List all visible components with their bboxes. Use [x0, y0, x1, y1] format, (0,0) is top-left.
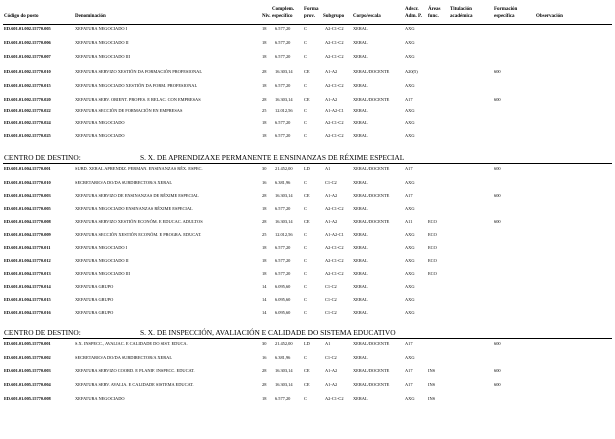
- cell-areas: ECO: [428, 245, 437, 250]
- cell-forma: C: [304, 133, 307, 138]
- cell-subgrupo: A2-C1-C2: [325, 396, 344, 401]
- cell-nivel: 18: [262, 120, 267, 125]
- cell-corpo: XERAL: [353, 120, 368, 125]
- cell-denominacion: XEFATURA NEGOCIADO III: [75, 271, 131, 276]
- table-row: [0, 83, 615, 93]
- cell-code: ED.601.01.004.15770.013: [4, 271, 51, 276]
- centro-name: S. X. DE INSPECCIÓN, AVALIACIÓN E CALIDADE DO SISTEMA EDUCATIVO: [140, 328, 396, 337]
- cell-corpo: XERAL/DOCENTE: [353, 341, 390, 346]
- cell-formacion: 600: [494, 341, 501, 346]
- cell-complemento: 16.303,14: [275, 97, 293, 102]
- cell-forma: C: [304, 355, 307, 360]
- table-row: [0, 219, 615, 229]
- cell-forma: C: [304, 120, 307, 125]
- cell-adscripcion: A17: [405, 341, 413, 346]
- cell-forma: C: [304, 206, 307, 211]
- cell-nivel: 25: [262, 232, 267, 237]
- cell-subgrupo: A1-A2: [325, 193, 338, 198]
- cell-areas: INS: [428, 382, 436, 387]
- cell-denominacion: XEFATURA NEGOCIADO: [75, 120, 125, 125]
- cell-subgrupo: A2-C1-C2: [325, 133, 344, 138]
- cell-subgrupo: A1-A2: [325, 368, 338, 373]
- cell-corpo: XERAL/DOCENTE: [353, 193, 390, 198]
- cell-subgrupo: A2-C1-C2: [325, 120, 344, 125]
- cell-forma: C: [304, 284, 307, 289]
- cell-corpo: XERAL: [353, 180, 368, 185]
- cell-nivel: 16: [262, 355, 267, 360]
- cell-adscripcion: AXG: [405, 120, 415, 125]
- cell-nivel: 16: [262, 180, 267, 185]
- cell-forma: C: [304, 297, 307, 302]
- cell-forma: C: [304, 180, 307, 185]
- cell-forma: C: [304, 245, 307, 250]
- cell-corpo: XERAL: [353, 310, 368, 315]
- cell-nivel: 18: [262, 245, 267, 250]
- cell-nivel: 18: [262, 258, 267, 263]
- cell-code: ED.601.01.004.15770.016: [4, 310, 51, 315]
- cell-formacion: 600: [494, 219, 501, 224]
- cell-forma: CE: [304, 368, 310, 373]
- cell-complemento: 12.012,56: [275, 232, 293, 237]
- cell-adscripcion: AXG: [405, 396, 415, 401]
- cell-code: ED.601.01.004.15770.014: [4, 284, 51, 289]
- header-formacion-2: específica: [494, 14, 515, 19]
- cell-complemento: 6.381,96: [275, 180, 291, 185]
- cell-code: ED.601.01.002.15770.024: [4, 120, 51, 125]
- cell-corpo: XERAL: [353, 396, 368, 401]
- cell-denominacion: XEFATURA NEGOCIADO XESTIÓN DA FORM. PROFESIONAL: [75, 83, 198, 88]
- cell-complemento: 6.095,60: [275, 284, 291, 289]
- cell-subgrupo: A1-A2: [325, 97, 338, 102]
- cell-areas: ECO: [428, 271, 437, 276]
- cell-corpo: XERAL/DOCENTE: [353, 382, 390, 387]
- cell-forma: C: [304, 396, 307, 401]
- cell-adscripcion: AXG: [405, 180, 415, 185]
- cell-adscripcion: A17: [405, 97, 413, 102]
- cell-complemento: 6.095,60: [275, 310, 291, 315]
- header-adscr-1: Adscr.: [405, 7, 419, 12]
- cell-subgrupo: A2-C1-C2: [325, 245, 344, 250]
- cell-subgrupo: A1-A2: [325, 69, 338, 74]
- cell-forma: CE: [304, 382, 310, 387]
- header-areas-1: Áreas: [428, 7, 441, 12]
- section-rule: [3, 163, 612, 164]
- cell-adscripcion: AXG: [405, 206, 415, 211]
- cell-corpo: XERAL: [353, 271, 368, 276]
- cell-corpo: XERAL/DOCENTE: [353, 97, 390, 102]
- table-row: [0, 271, 615, 281]
- cell-subgrupo: A2-C1-C2: [325, 40, 344, 45]
- header-adscr-2: Adm. P.: [405, 14, 422, 19]
- table-row: [0, 297, 615, 307]
- cell-denominacion: SECRETARIO/A DO/DA SUBDIRECTOR/A XERAL: [75, 355, 173, 360]
- cell-areas: ECO: [428, 258, 437, 263]
- cell-complemento: 6.577,20: [275, 271, 291, 276]
- cell-corpo: XERAL: [353, 284, 368, 289]
- cell-denominacion: XEFATURA SERVIZO COORD. E PLANIF. INSPECC. EDUCAT.: [75, 368, 195, 373]
- cell-forma: CE: [304, 69, 310, 74]
- cell-corpo: XERAL: [353, 355, 368, 360]
- cell-code: ED.601.01.004.15770.008: [4, 219, 51, 224]
- table-row: [0, 166, 615, 176]
- cell-complemento: 16.303,14: [275, 368, 293, 373]
- table-row: [0, 284, 615, 294]
- header-code: Código do posto: [4, 14, 39, 19]
- cell-complemento: 6.577,20: [275, 396, 291, 401]
- cell-adscripcion: AXG: [405, 271, 415, 276]
- cell-nivel: 14: [262, 310, 267, 315]
- cell-subgrupo: A2-C1-C2: [325, 206, 344, 211]
- cell-code: ED.601.01.002.15770.010: [4, 69, 51, 74]
- cell-subgrupo: A1: [325, 166, 331, 171]
- table-row: [0, 368, 615, 378]
- cell-complemento: 12.012,56: [275, 108, 293, 113]
- cell-formacion: 600: [494, 382, 501, 387]
- header-corpo: Corpo/escala: [353, 14, 381, 19]
- cell-code: ED.601.01.005.15770.008: [4, 396, 51, 401]
- cell-complemento: 21.452,00: [275, 341, 293, 346]
- table-row: [0, 258, 615, 268]
- cell-corpo: XERAL: [353, 26, 368, 31]
- table-row: [0, 341, 615, 351]
- centro-label: CENTRO DE DESTINO:: [4, 153, 81, 162]
- cell-corpo: XERAL/DOCENTE: [353, 166, 390, 171]
- header-nivel: Niv.: [262, 14, 271, 19]
- cell-forma: C: [304, 258, 307, 263]
- cell-areas: ECO: [428, 219, 437, 224]
- cell-complemento: 16.303,14: [275, 69, 293, 74]
- cell-nivel: 30: [262, 166, 267, 171]
- cell-code: ED.601.01.004.15770.015: [4, 297, 51, 302]
- cell-corpo: XERAL: [353, 258, 368, 263]
- table-row: [0, 40, 615, 50]
- cell-code: ED.601.01.005.15770.003: [4, 368, 51, 373]
- cell-denominacion: SECRETARIO/A DO/DA SUBDIRECTOR/A XERAL: [75, 180, 173, 185]
- cell-corpo: XERAL: [353, 40, 368, 45]
- table-row: [0, 355, 615, 365]
- cell-subgrupo: A2-C1-C2: [325, 258, 344, 263]
- cell-code: ED.601.01.005.15770.002: [4, 355, 51, 360]
- cell-nivel: 28: [262, 368, 267, 373]
- cell-corpo: XERAL: [353, 54, 368, 59]
- cell-corpo: XERAL: [353, 133, 368, 138]
- cell-code: ED.601.01.004.15770.005: [4, 206, 51, 211]
- cell-corpo: XERAL/DOCENTE: [353, 69, 390, 74]
- table-row: [0, 396, 615, 406]
- cell-code: ED.601.01.002.15770.025: [4, 133, 51, 138]
- cell-adscripcion: AXG: [405, 245, 415, 250]
- header-areas-2: func.: [428, 14, 439, 19]
- header-forma-1: Forma: [304, 7, 319, 12]
- cell-forma: CE: [304, 193, 310, 198]
- cell-complemento: 16.303,14: [275, 382, 293, 387]
- cell-adscripcion: AXG: [405, 355, 415, 360]
- cell-adscripcion: AXG: [405, 108, 415, 113]
- cell-denominacion: XEFATURA SERVIZO DE ENSINANZAS DE RÉXIME ESPECIAL: [75, 193, 199, 198]
- cell-areas: INS: [428, 396, 436, 401]
- cell-adscripcion: A17: [405, 166, 413, 171]
- cell-denominacion: XEFATURA NEGOCIADO: [75, 396, 125, 401]
- cell-code: ED.601.01.002.15770.022: [4, 108, 51, 113]
- table-row: [0, 193, 615, 203]
- cell-denominacion: XEFATURA NEGOCIADO II: [75, 258, 129, 263]
- cell-forma: C: [304, 83, 307, 88]
- cell-denominacion: XEFATURA GRUPO: [75, 284, 114, 289]
- cell-subgrupo: A1-A2-C1: [325, 108, 344, 113]
- header-denominacion: Denominación: [75, 14, 106, 19]
- cell-adscripcion: A17: [405, 193, 413, 198]
- cell-nivel: 18: [262, 54, 267, 59]
- cell-nivel: 28: [262, 193, 267, 198]
- cell-subgrupo: C1-C2: [325, 310, 337, 315]
- cell-denominacion: XEFATURA SERV. ORIENT. PROFES. E RELAC. CON EMPRESAS: [75, 97, 201, 102]
- cell-adscripcion: A20(5): [405, 69, 418, 74]
- centro-label: CENTRO DE DESTINO:: [4, 328, 81, 337]
- cell-complemento: 6.577,20: [275, 245, 291, 250]
- cell-code: ED.601.01.002.15770.015: [4, 83, 51, 88]
- cell-denominacion: S.X. INSPECC., AVALIAC. E CALIDADE DO SIST. EDUCA.: [75, 341, 188, 346]
- cell-nivel: 14: [262, 297, 267, 302]
- cell-nivel: 14: [262, 284, 267, 289]
- cell-subgrupo: C1-C2: [325, 355, 337, 360]
- cell-denominacion: XEFATURA SERVIZO XESTIÓN DA FORMACIÓN PROFESIONAL: [75, 69, 203, 74]
- header-titulacion-1: Titulación: [450, 7, 472, 12]
- cell-corpo: XERAL/DOCENTE: [353, 219, 390, 224]
- cell-forma: CE: [304, 97, 310, 102]
- cell-complemento: 6.381,96: [275, 355, 291, 360]
- cell-corpo: XERAL: [353, 83, 368, 88]
- table-row: [0, 133, 615, 143]
- cell-denominacion: XEFATURA SECCIÓN XESTIÓN ECONÓM. E PROGRA. EDUCAT.: [75, 232, 202, 237]
- header-formacion-1: Formación: [494, 7, 518, 12]
- cell-code: ED.601.01.002.15770.005: [4, 26, 51, 31]
- cell-code: ED.601.01.002.15770.007: [4, 54, 51, 59]
- cell-complemento: 6.095,60: [275, 297, 291, 302]
- cell-denominacion: XEFATURA GRUPO: [75, 310, 114, 315]
- cell-adscripcion: A17: [405, 382, 413, 387]
- header-subgrupo: Subgrupo: [323, 14, 345, 19]
- cell-formacion: 600: [494, 368, 501, 373]
- cell-nivel: 18: [262, 26, 267, 31]
- cell-code: ED.601.01.005.15770.004: [4, 382, 51, 387]
- cell-formacion: 600: [494, 166, 501, 171]
- cell-formacion: 600: [494, 69, 501, 74]
- cell-complemento: 6.577,20: [275, 206, 291, 211]
- cell-adscripcion: AXG: [405, 133, 415, 138]
- cell-code: ED.601.01.002.15770.020: [4, 97, 51, 102]
- cell-subgrupo: A2-C1-C2: [325, 26, 344, 31]
- header-observacions: Observación: [536, 14, 563, 19]
- cell-adscripcion: AXG: [405, 310, 415, 315]
- cell-subgrupo: A2-C1-C2: [325, 271, 344, 276]
- cell-forma: LD: [304, 341, 310, 346]
- cell-forma: CE: [304, 219, 310, 224]
- cell-subgrupo: A1-A2: [325, 219, 338, 224]
- cell-formacion: 600: [494, 97, 501, 102]
- cell-code: ED.601.01.004.15770.001: [4, 166, 51, 171]
- table-row: [0, 108, 615, 118]
- cell-denominacion: XEFATURA GRUPO: [75, 297, 114, 302]
- cell-complemento: 6.577,20: [275, 40, 291, 45]
- cell-complemento: 6.577,20: [275, 54, 291, 59]
- cell-formacion: 600: [494, 193, 501, 198]
- cell-complemento: 6.577,20: [275, 26, 291, 31]
- cell-code: ED.601.01.005.15770.001: [4, 341, 51, 346]
- cell-nivel: 18: [262, 271, 267, 276]
- cell-corpo: XERAL/DOCENTE: [353, 368, 390, 373]
- cell-adscripcion: AXG: [405, 54, 415, 59]
- cell-subgrupo: C1-C2: [325, 297, 337, 302]
- cell-subgrupo: A1-A2-C1: [325, 232, 344, 237]
- cell-code: ED.601.01.002.15770.006: [4, 40, 51, 45]
- cell-adscripcion: AXG: [405, 284, 415, 289]
- cell-subgrupo: C1-C2: [325, 284, 337, 289]
- cell-denominacion: XEFATURA SERVIZO XESTIÓN ECONÓM. E EDUCAC. ADULTOS: [75, 219, 203, 224]
- cell-nivel: 28: [262, 219, 267, 224]
- cell-complemento: 16.303,14: [275, 193, 293, 198]
- table-row: [0, 206, 615, 216]
- cell-nivel: 18: [262, 83, 267, 88]
- cell-denominacion: XEFATURA NEGOCIADO ENSINANZAS RÉXIME ESPECIAL: [75, 206, 193, 211]
- cell-code: ED.601.01.004.15770.011: [4, 245, 51, 250]
- table-row: [0, 120, 615, 130]
- cell-subgrupo: A2-C1-C2: [325, 83, 344, 88]
- cell-corpo: XERAL: [353, 108, 368, 113]
- cell-adscripcion: A17: [405, 368, 413, 373]
- cell-subgrupo: A1-A2: [325, 382, 338, 387]
- cell-code: ED.601.01.004.15770.010: [4, 180, 51, 185]
- cell-complemento: 6.577,20: [275, 83, 291, 88]
- cell-areas: ECO: [428, 232, 437, 237]
- table-row: [0, 245, 615, 255]
- cell-denominacion: XEFATURA SERV. AVALIA. E CALIDADE SISTEMA EDUCAT.: [75, 382, 194, 387]
- cell-nivel: 18: [262, 206, 267, 211]
- cell-denominacion: SUBD. XERAL APRENDIZ. PERMAN. ENSINANZAS RÉX. ESPEC.: [75, 166, 203, 171]
- table-row: [0, 26, 615, 36]
- cell-adscripcion: A11: [405, 219, 413, 224]
- table-row: [0, 69, 615, 79]
- cell-forma: LD: [304, 166, 310, 171]
- cell-denominacion: XEFATURA SECCIÓN DE FORMACIÓN EN EMPRESAS: [75, 108, 183, 113]
- cell-nivel: 25: [262, 108, 267, 113]
- cell-forma: C: [304, 108, 307, 113]
- section-rule: [3, 338, 612, 339]
- cell-corpo: XERAL: [353, 232, 368, 237]
- header-complem-1: Complem.: [272, 7, 295, 12]
- cell-nivel: 28: [262, 382, 267, 387]
- cell-corpo: XERAL: [353, 206, 368, 211]
- cell-nivel: 28: [262, 69, 267, 74]
- centro-name: S. X. DE APRENDIZAXE PERMANENTE E ENSINANZAS DE RÉXIME ESPECIAL: [140, 153, 405, 162]
- table-row: [0, 180, 615, 190]
- cell-corpo: XERAL: [353, 245, 368, 250]
- cell-adscripcion: AXG: [405, 40, 415, 45]
- table-row: [0, 310, 615, 320]
- cell-subgrupo: A2-C1-C2: [325, 54, 344, 59]
- cell-denominacion: XEFATURA NEGOCIADO II: [75, 40, 129, 45]
- cell-nivel: 28: [262, 97, 267, 102]
- header-forma-2: prov.: [304, 14, 315, 19]
- cell-forma: C: [304, 40, 307, 45]
- table-row: [0, 97, 615, 107]
- cell-adscripcion: AXG: [405, 232, 415, 237]
- cell-denominacion: XEFATURA NEGOCIADO III: [75, 54, 131, 59]
- cell-complemento: 16.303,14: [275, 219, 293, 224]
- cell-denominacion: XEFATURA NEGOCIADO: [75, 133, 125, 138]
- cell-code: ED.601.01.004.15770.003: [4, 193, 51, 198]
- cell-forma: C: [304, 232, 307, 237]
- cell-complemento: 6.577,20: [275, 120, 291, 125]
- cell-adscripcion: AXG: [405, 297, 415, 302]
- cell-subgrupo: C1-C2: [325, 180, 337, 185]
- cell-forma: C: [304, 310, 307, 315]
- table-row: [0, 382, 615, 392]
- cell-corpo: XERAL: [353, 297, 368, 302]
- cell-forma: C: [304, 271, 307, 276]
- cell-complemento: 21.452,00: [275, 166, 293, 171]
- cell-adscripcion: AXG: [405, 258, 415, 263]
- cell-adscripcion: AXG: [405, 26, 415, 31]
- cell-nivel: 18: [262, 40, 267, 45]
- header-complem-2: específico: [272, 14, 293, 19]
- cell-complemento: 6.577,20: [275, 258, 291, 263]
- cell-denominacion: XEFATURA NEGOCIADO I: [75, 26, 128, 31]
- cell-subgrupo: A1: [325, 341, 331, 346]
- cell-denominacion: XEFATURA NEGOCIADO I: [75, 245, 128, 250]
- table-row: [0, 54, 615, 64]
- cell-forma: C: [304, 26, 307, 31]
- cell-areas: INS: [428, 368, 436, 373]
- cell-nivel: 30: [262, 341, 267, 346]
- header-rule: [3, 24, 612, 25]
- header-titulacion-2: académica: [450, 14, 473, 19]
- cell-code: ED.601.01.004.15770.009: [4, 232, 51, 237]
- cell-adscripcion: AXG: [405, 83, 415, 88]
- cell-nivel: 18: [262, 396, 267, 401]
- cell-complemento: 6.577,20: [275, 133, 291, 138]
- table-row: [0, 232, 615, 242]
- table-header: [0, 0, 615, 24]
- cell-code: ED.601.01.004.15770.012: [4, 258, 51, 263]
- cell-nivel: 18: [262, 133, 267, 138]
- cell-forma: C: [304, 54, 307, 59]
